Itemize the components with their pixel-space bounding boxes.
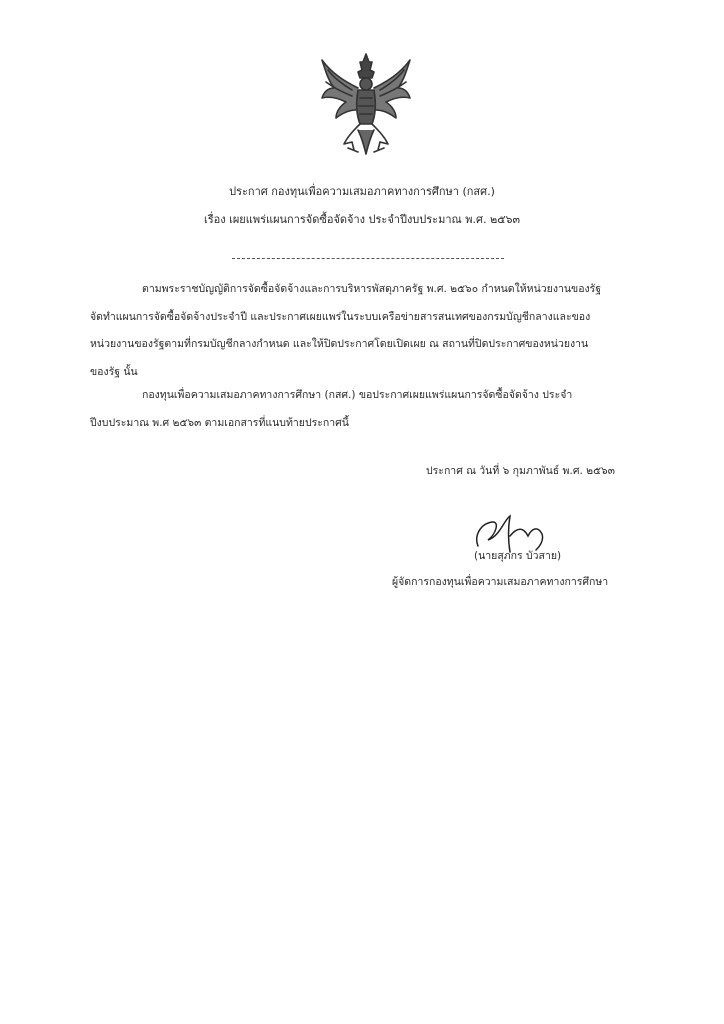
paragraph-line: จัดทำแผนการจัดซื้อจัดจ้างประจำปี และประกาศเผยแพร่ในระบบเครือข่ายสารสนเทศของกรมบัญชีกลางและของ <box>90 310 591 323</box>
dashed-divider <box>232 258 504 259</box>
paragraph-line: ของรัฐ นั้น <box>90 365 138 378</box>
announcement-subject: เรื่อง เผยแพร่แผนการจัดซื้อจัดจ้าง ประจำปีงบประมาณ พ.ศ. ๒๕๖๓ <box>203 213 521 226</box>
signer-title: ผู้จัดการกองทุนเพื่อความเสมอภาคทางการศึกษา <box>392 576 609 588</box>
paragraph-line: หน่วยงานของรัฐตามที่กรมบัญชีกลางกำหนด และให้ปิดประกาศโดยเปิดเผย ณ สถานที่ปิดประกาศของหน่วยงาน <box>90 338 589 350</box>
paragraph-line: ปีงบประมาณ พ.ศ ๒๕๖๓ ตามเอกสารที่แนบท้ายประกาศนี้ <box>90 416 349 429</box>
garuda-emblem-icon <box>318 52 414 156</box>
body-paragraph-2 <box>90 382 670 437</box>
paragraph-line: ตามพระราชบัญญัติการจัดซื้อจัดจ้างและการบริหารพัสดุภาครัฐ พ.ศ. ๒๕๖๐ กำหนดให้หน่วยงานของรัฐ <box>142 283 602 295</box>
signer-name: (นายสุภกร บัวสาย) <box>474 550 562 562</box>
body-paragraph-1 <box>90 276 670 386</box>
announcement-title: ประกาศ กองทุนเพื่อความเสมอภาคทางการศึกษา (กสศ.) <box>229 185 495 198</box>
paragraph-line: กองทุนเพื่อความเสมอภาคทางการศึกษา (กสศ.) ขอประกาศเผยแพร่แผนการจัดซื้อจัดจ้าง ประจำ <box>142 389 573 401</box>
announcement-date: ประกาศ ณ วันที่ ๖ กุมภาพันธ์ พ.ศ. ๒๕๖๓ <box>426 465 615 477</box>
